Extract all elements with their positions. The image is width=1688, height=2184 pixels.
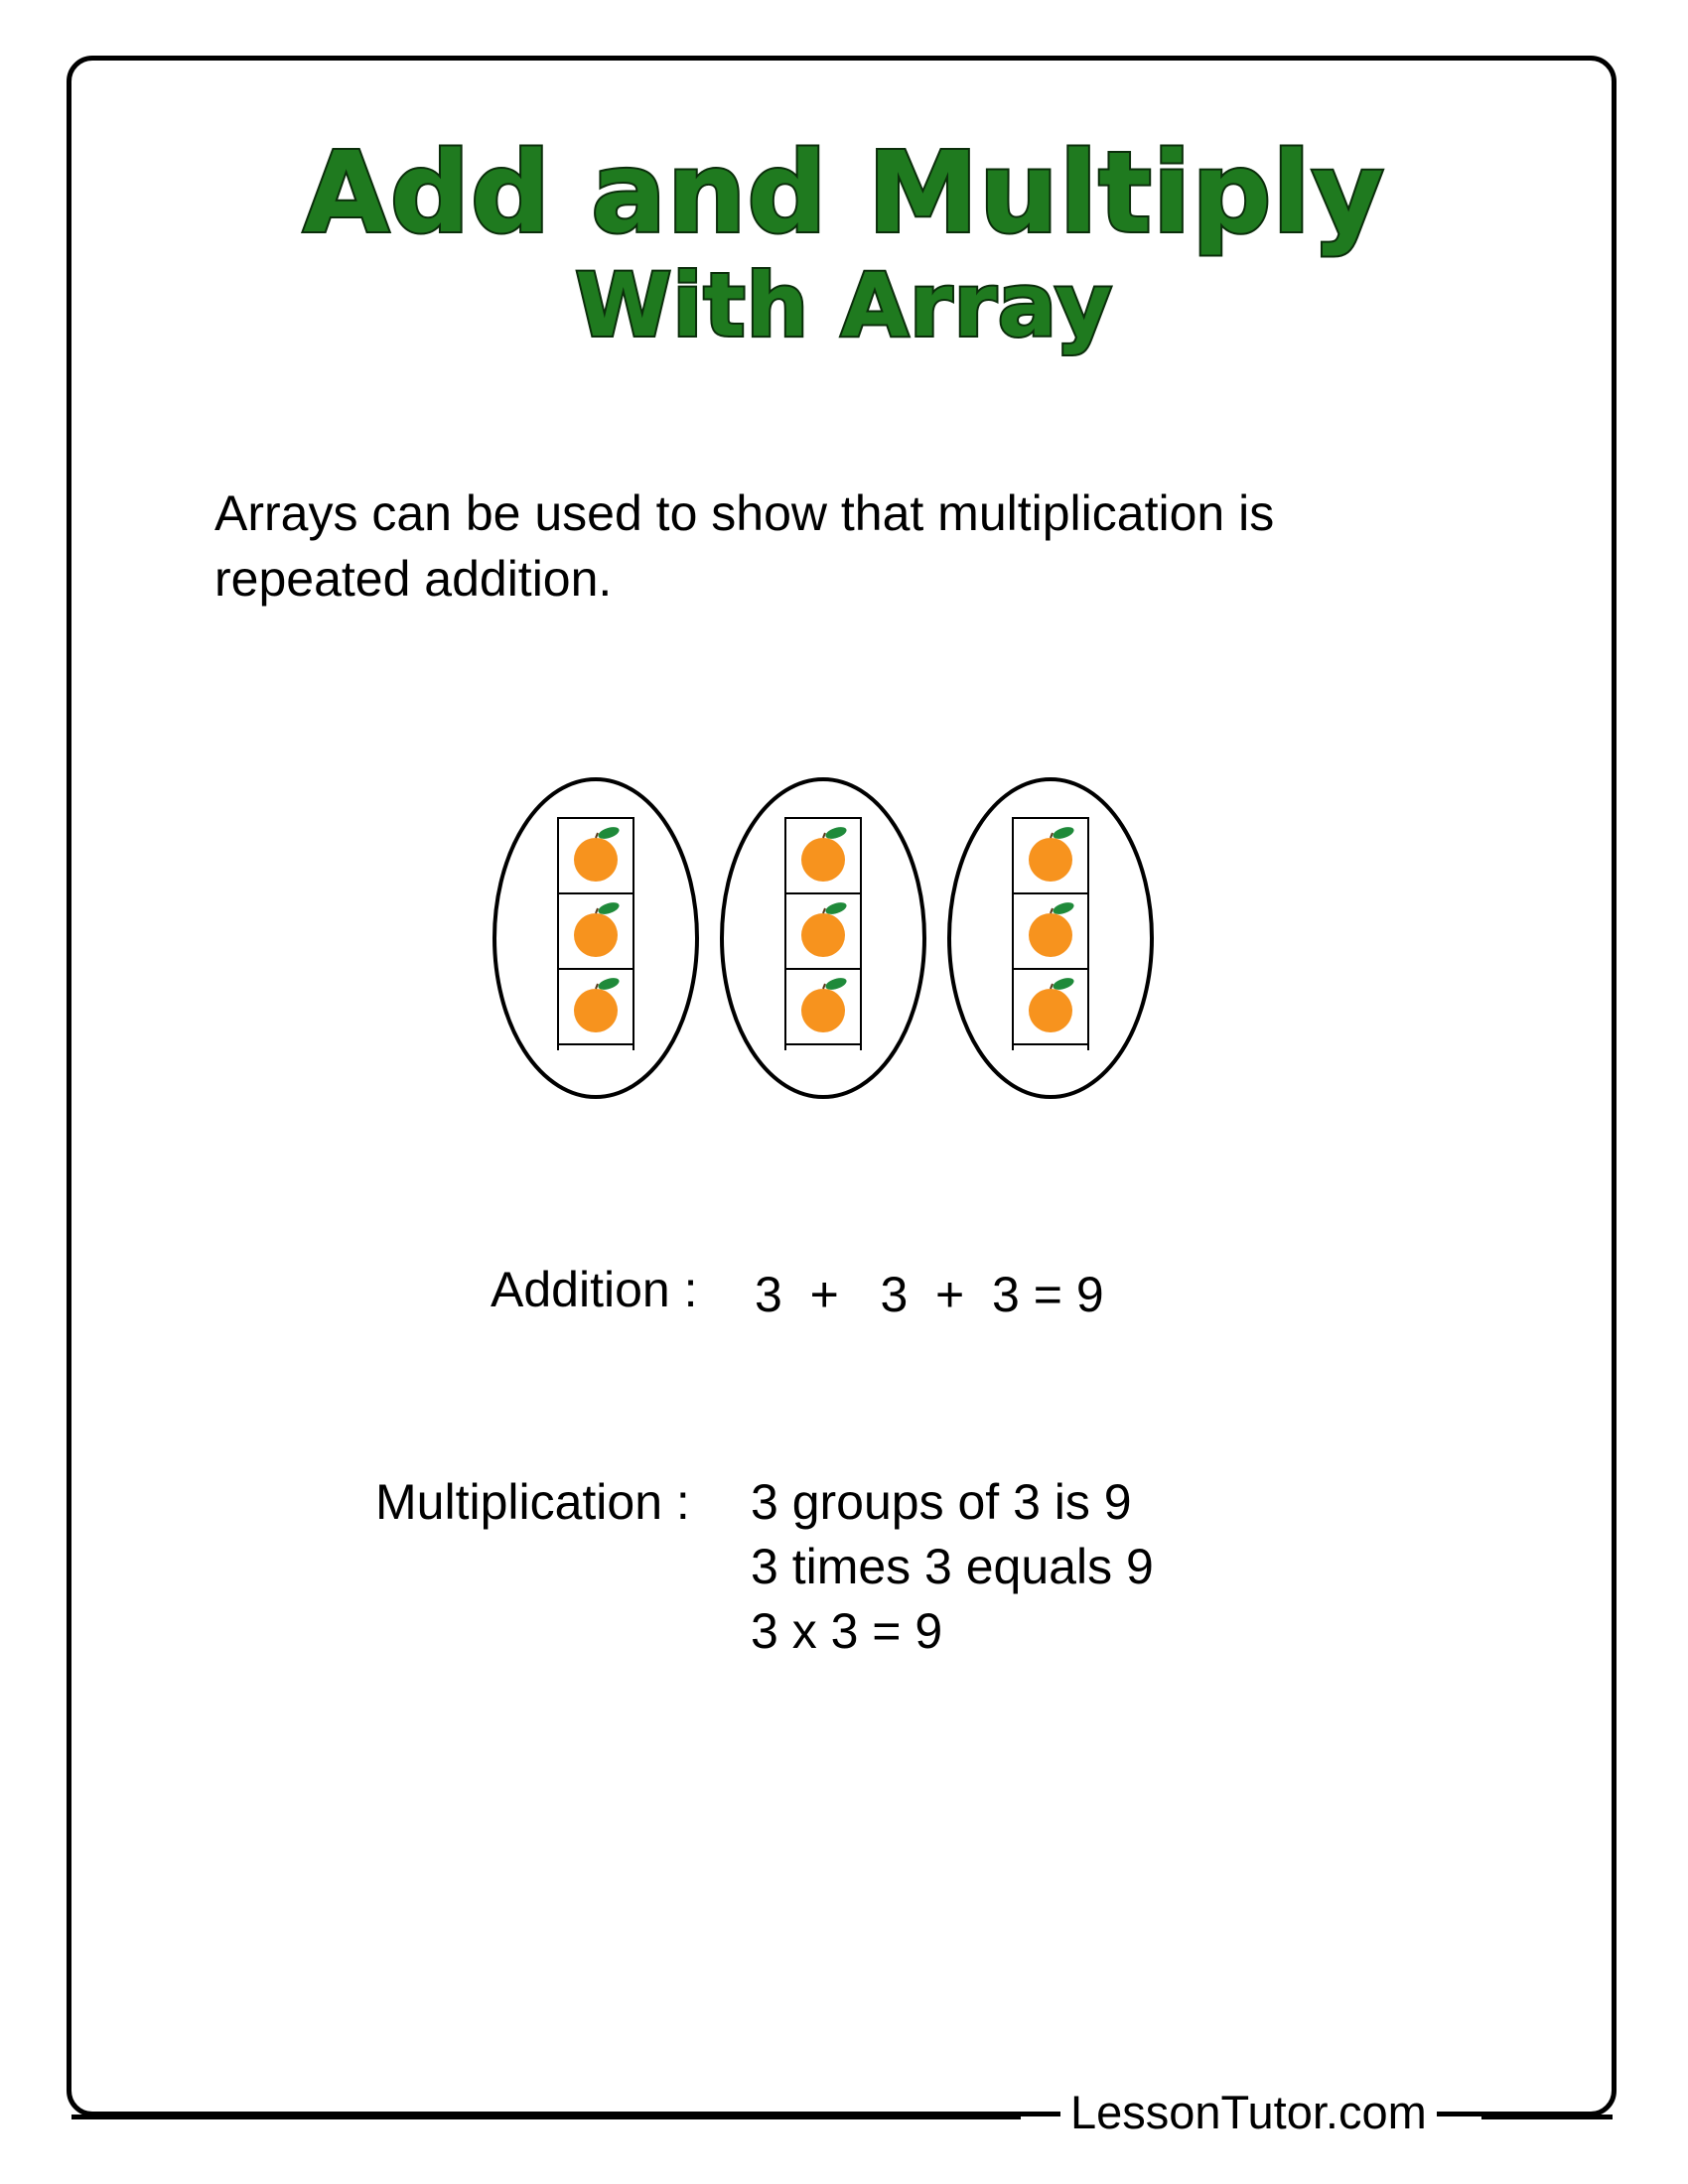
- multiplication-line-3: 3 x 3 = 9: [751, 1603, 943, 1659]
- multiplication-line-2: 3 times 3 equals 9: [751, 1539, 1154, 1594]
- footer-site: LessonTutor.com: [1060, 2085, 1437, 2139]
- multiplication-line-1: 3 groups of 3 is 9: [751, 1474, 1132, 1530]
- multiplication-label: Multiplication :: [375, 1474, 690, 1530]
- intro-text: Arrays can be used to show that multiplication is repeated addition.: [214, 485, 1275, 607]
- array-group-1: [494, 779, 697, 1097]
- footer-rule-right: [1481, 2115, 1613, 2119]
- orange-array-illustration: [487, 754, 1182, 1122]
- array-group-2: [722, 779, 924, 1097]
- addition-expression: 3 + 3 + 3 = 9: [755, 1267, 1104, 1322]
- addition-label: Addition :: [491, 1262, 698, 1317]
- array-group-3: [949, 779, 1152, 1097]
- title-line-2: With Array: [575, 254, 1113, 356]
- title-line-1: Add and Multiply: [303, 129, 1385, 258]
- footer-rule-left: [71, 2115, 1021, 2119]
